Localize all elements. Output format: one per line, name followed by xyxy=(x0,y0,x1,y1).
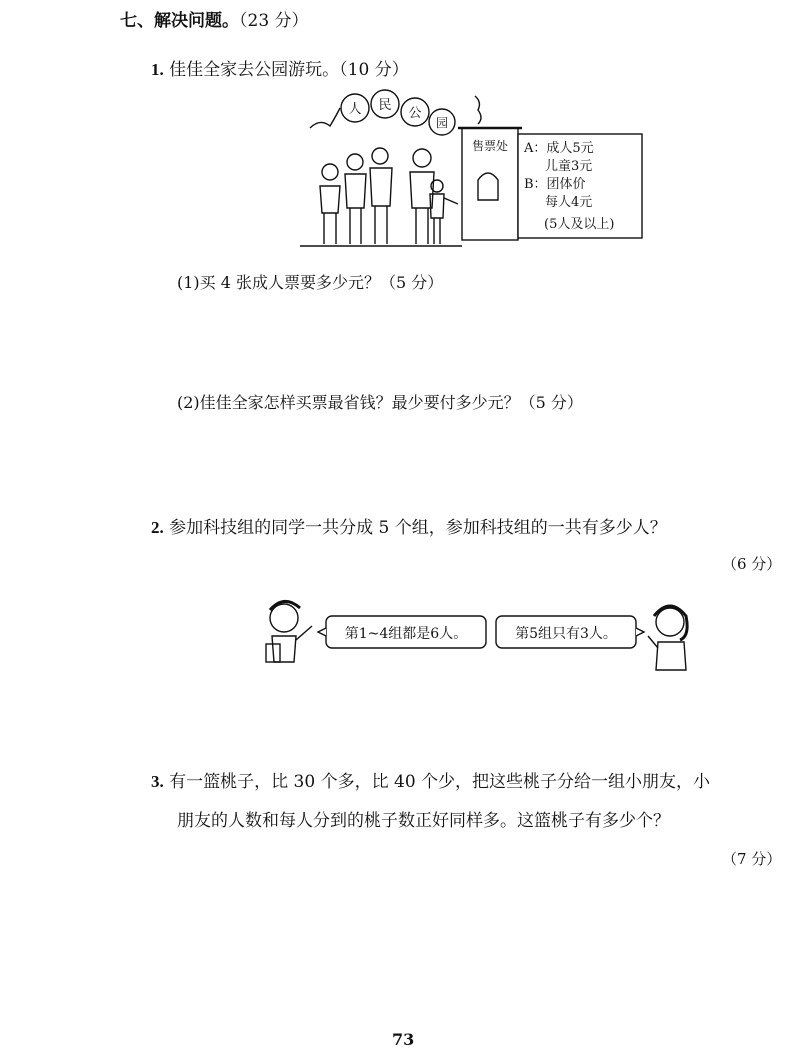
question-2-number: 2. xyxy=(151,518,164,537)
price-line-child: 儿童3元 xyxy=(545,159,593,174)
section-points: （23 分） xyxy=(239,11,309,31)
speech-illustration xyxy=(262,596,698,676)
question-2-points: （6 分） xyxy=(722,555,782,573)
question-3-number: 3. xyxy=(151,772,164,791)
question-3-text-line-1: 有一篮桃子，比 30 个多，比 40 个少，把这些桃子分给一组小朋友，小 xyxy=(169,772,711,792)
girl-figure xyxy=(648,606,687,670)
question-1 xyxy=(151,55,409,80)
question-3-text-line-2: 朋友的人数和每人分到的桃子数正好同样多。这篮桃子有多少个？ xyxy=(177,811,670,831)
price-line-condition: (5人及以上) xyxy=(544,217,615,232)
bubble-right-text: 第5组只有3人。 xyxy=(515,626,617,642)
page-number: 73 xyxy=(392,1030,415,1049)
question-2-text: 参加科技组的同学一共分成 5 个组，参加科技组的一共有多少人？ xyxy=(169,518,667,538)
section-title xyxy=(120,6,309,31)
booth-label: 售票处 xyxy=(471,139,509,153)
question-1-number: 1. xyxy=(151,60,164,79)
boy-figure xyxy=(266,601,312,662)
park-ticket-illustration xyxy=(300,88,650,254)
family-figures xyxy=(320,148,458,244)
price-line-adult: A：成人5元 xyxy=(524,141,594,156)
question-1-sub-2: (2)佳佳全家怎样买票最省钱？最少要付多少元？（5 分） xyxy=(177,393,583,412)
price-line-group: B：团体价 xyxy=(524,177,586,192)
park-sign-char: 人 xyxy=(348,102,362,117)
park-sign-char: 公 xyxy=(408,106,422,121)
park-sign-char: 园 xyxy=(435,116,449,130)
question-3-points: （7 分） xyxy=(722,850,782,868)
bubble-left-text: 第1~4组都是6人。 xyxy=(344,626,468,642)
section-title-text: 七、解决问题。 xyxy=(120,11,239,31)
question-1-sub-1: (1)买 4 张成人票要多少元？（5 分） xyxy=(177,273,444,292)
park-sign-char: 民 xyxy=(378,98,392,113)
question-2 xyxy=(151,513,667,538)
question-3 xyxy=(151,767,710,792)
price-line-each: 每人4元 xyxy=(545,195,593,210)
question-1-text: 佳佳全家去公园游玩。（10 分） xyxy=(169,60,409,80)
